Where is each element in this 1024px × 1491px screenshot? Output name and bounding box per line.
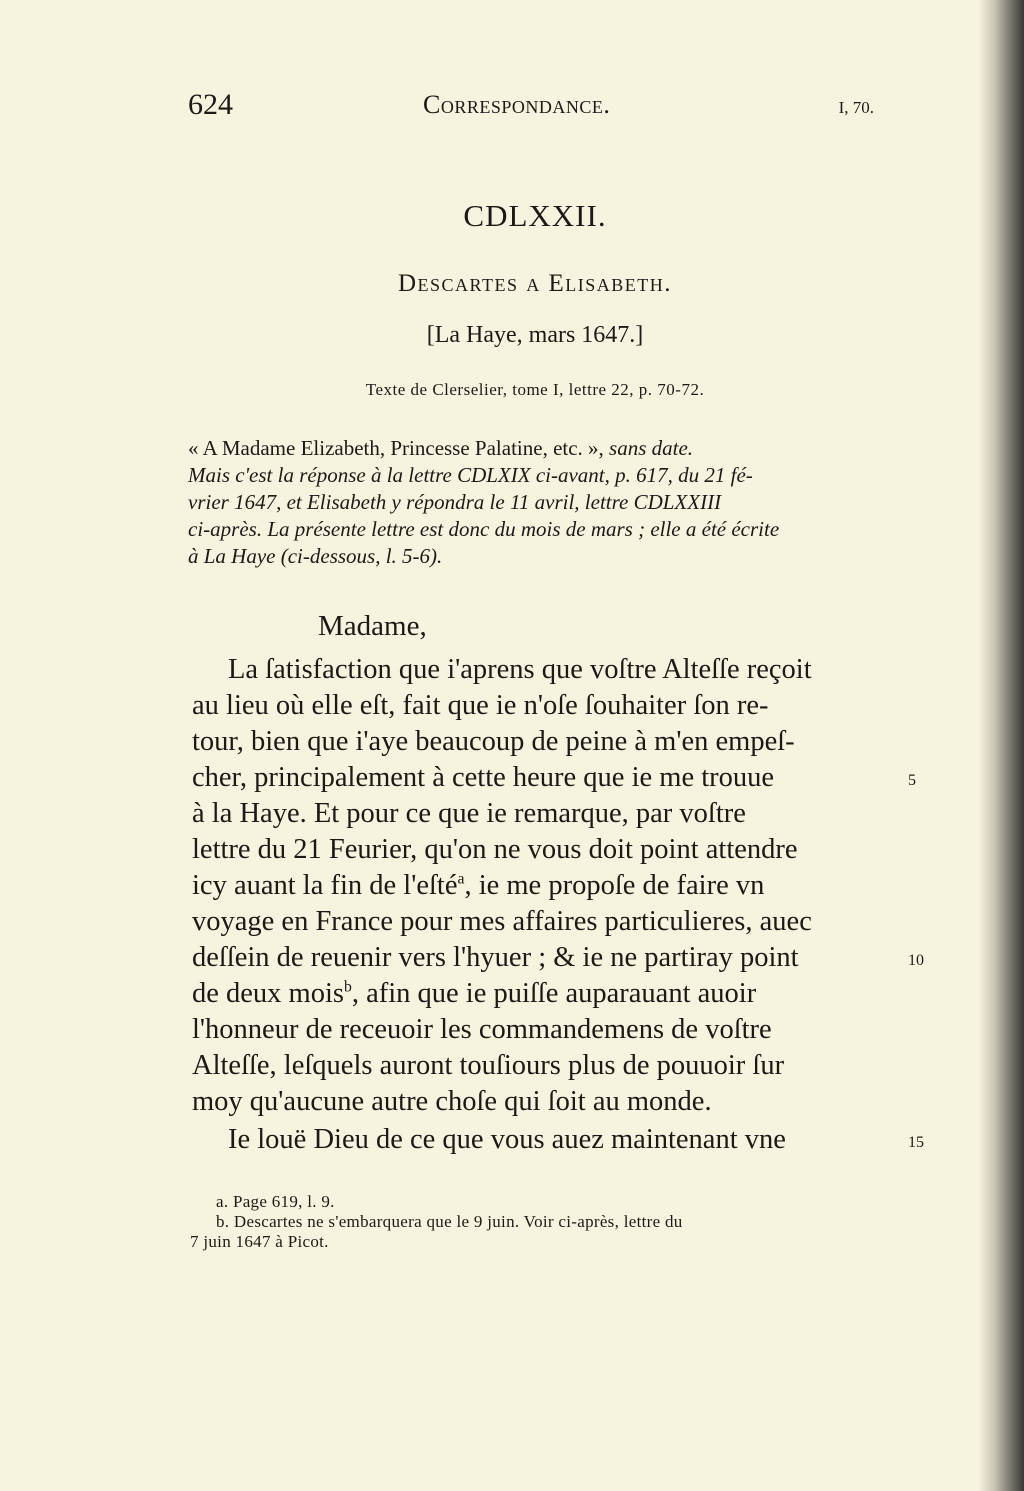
letter-number: CDLXXII. [463, 198, 607, 233]
body-line: deſſein de reuenir vers l'hyuer ; & ie ne partiray point [192, 942, 799, 973]
footnote-a: a. Page 619, l. 9. [216, 1192, 335, 1211]
body-line: tour, bien que i'aye beaucoup de peine à m'en empeſ- [192, 726, 795, 757]
body-line: à la Haye. Et pour ce que ie remarque, par voſtre [192, 798, 746, 829]
footnote-b-continued: 7 juin 1647 à Picot. [190, 1232, 329, 1251]
intro-line: ci-après. La présente lettre est donc du mois de mars ; elle a été écrite [188, 517, 780, 541]
body-line: lettre du 21 Feurier, qu'on ne vous doit point attendre [192, 834, 798, 865]
footnote-mark-b[interactable]: b [343, 978, 352, 996]
running-header [188, 88, 878, 128]
source-note: Texte de Clerselier, tome I, lettre 22, p. 70-72. [365, 380, 705, 399]
body-line: icy auant la fin de l'eſté$^a$, ie me propoſe de faire vn [192, 870, 765, 901]
line-number-15: 15 [908, 1134, 924, 1151]
page-edge-shadow [978, 0, 1024, 1491]
footnote-b: b. Descartes ne s'embarquera que le 9 juin. Voir ci-après, lettre du [216, 1212, 683, 1231]
body-line: voyage en France pour mes affaires particulieres, auec [192, 906, 812, 937]
body-line: au lieu où elle eſt, fait que ie n'oſe ſouhaiter ſon re- [192, 690, 769, 721]
intro-line: Mais c'est la réponse à la lettre CDLXIX ci-avant, p. 617, du 21 fé- [188, 463, 753, 487]
page-number: 624 [188, 88, 233, 121]
line-number-10: 10 [908, 952, 924, 969]
body-line: La ſatisfaction que i'aprens que voſtre Alteſſe reçoit [228, 654, 812, 685]
salutation: Madame, [318, 610, 427, 642]
intro-line: à La Haye (ci-dessous, l. 5-6). [188, 544, 443, 568]
intro-line: « A Madame Elizabeth, Princesse Palatine, etc. », sans date. [188, 436, 694, 460]
body-line: de deux mois$^b$, afin que ie puiſſe auparauant auoir [192, 978, 757, 1009]
intro-line: vrier 1647, et Elisabeth y répondra le 11 avril, lettre CDLXXIII [188, 490, 722, 514]
body-line: moy qu'aucune autre choſe qui ſoit au monde. [192, 1086, 712, 1117]
volume-reference: I, 70. [838, 98, 874, 117]
footnote-mark-a[interactable]: a [457, 870, 465, 888]
running-title: Correspondance. [423, 90, 611, 119]
body-line: cher, principalement à cette heure que ie me trouue [192, 762, 775, 793]
letter-title: Descartes a Elisabeth. [397, 270, 672, 297]
letter-dateline: [La Haye, mars 1647.] [426, 322, 644, 348]
body-line: l'honneur de receuoir les commandemens de voſtre [192, 1014, 772, 1045]
line-number-5: 5 [908, 772, 916, 789]
body-line: Alteſſe, leſquels auront touſiours plus de pouuoir ſur [192, 1050, 785, 1081]
body-line: Ie louë Dieu de ce que vous auez maintenant vne [228, 1124, 786, 1155]
